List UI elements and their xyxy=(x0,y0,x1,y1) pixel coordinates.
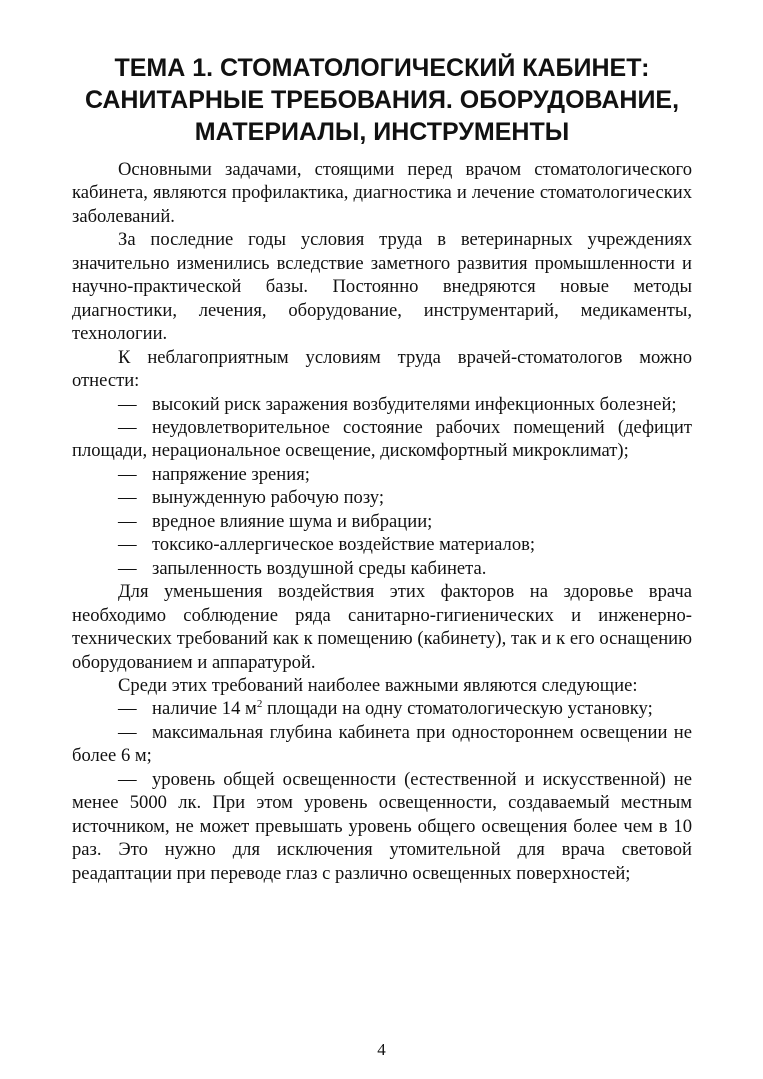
dash-bullet: — xyxy=(118,416,137,438)
list-item-text: площади на одну стоматологическую установку; xyxy=(262,698,653,720)
dash-bullet: — xyxy=(118,534,137,556)
paragraph-reduction: Для уменьшения воздействия этих факторов на здоровье врача необходимо соблюдение ряда санитарно-гигиенических и инженерно-технических требований как к помещению (кабинету), так и к его оснащению оборудованием и аппаратурой. xyxy=(72,581,692,673)
dash-bullet: — xyxy=(118,487,137,509)
paragraph-conditions: За последние годы условия труда в ветеринарных учреждениях значительно изменились вследствие заметного развития промышленности и научно-практической базы. Постоянно внедряются новые методы диагностики, лечения, оборудование, инструментарий, медикаменты, технологии. xyxy=(72,229,692,345)
title-line-3: МАТЕРИАЛЫ, ИНСТРУМЕНТЫ xyxy=(194,118,570,146)
title-line-1: ТЕМА 1. СТОМАТОЛОГИЧЕСКИЙ КАБИНЕТ: xyxy=(114,54,650,82)
dash-bullet: — xyxy=(118,768,137,790)
list-item xyxy=(72,510,692,533)
dash-bullet: — xyxy=(118,557,137,579)
dash-bullet: — xyxy=(118,698,137,720)
list-item xyxy=(72,557,692,580)
list-item-text: высокий риск заражения возбудителями инфекционных болезней; xyxy=(152,393,677,415)
page-number: 4 xyxy=(377,1040,386,1059)
document-page xyxy=(72,52,692,885)
list-item-text: максимальная глубина кабинета при одностороннем освещении не более 6 м; xyxy=(72,721,692,767)
list-item-text: неудовлетворительное состояние рабочих помещений (дефицит площади, нерациональное освещение, дискомфортный микроклимат); xyxy=(72,416,692,462)
list-item xyxy=(72,486,692,509)
list-item xyxy=(72,768,692,885)
list-item-text: вынужденную рабочую позу; xyxy=(152,487,385,509)
title-line-2: САНИТАРНЫЕ ТРЕБОВАНИЯ. ОБОРУДОВАНИЕ, xyxy=(84,86,680,114)
list-item xyxy=(72,721,692,768)
list-item-text: наличие 14 м xyxy=(152,698,257,720)
body-text xyxy=(72,158,692,885)
superscript: 2 xyxy=(256,698,263,711)
list-item xyxy=(72,463,692,486)
list-item-text: запыленность воздушной среды кабинета. xyxy=(152,557,487,579)
paragraph-unfavorable: К неблагоприятным условиям труда врачей-стоматологов можно отнести: xyxy=(72,346,692,392)
list-item-text: напряжение зрения; xyxy=(152,463,310,485)
list-item xyxy=(72,416,692,463)
list-item-text: уровень общей освещенности (естественной и искусственной) не менее 5000 лк. При этом уровень освещенности, создаваемый местным источником, не может превышать уровень общего освещения более чем в 10 раз. Это нужно для исключения утомительной для врача световой реадаптации при переводе глаз с различно освещенных поверхностей; xyxy=(72,768,692,884)
paragraph-intro: Основными задачами, стоящими перед врачом стоматологического кабинета, являются профилактика, диагностика и лечение стоматологических заболеваний. xyxy=(72,159,692,227)
chapter-title xyxy=(72,52,692,148)
list-item-text: токсико-аллергическое воздействие материалов; xyxy=(152,534,536,556)
dash-bullet: — xyxy=(118,721,137,743)
dash-bullet: — xyxy=(118,463,137,485)
list-item xyxy=(72,697,692,720)
list-item xyxy=(72,533,692,556)
list-item-text: вредное влияние шума и вибрации; xyxy=(152,510,433,532)
list-item xyxy=(72,393,692,416)
dash-bullet: — xyxy=(118,510,137,532)
dash-bullet: — xyxy=(118,393,137,415)
paragraph-requirements: Среди этих требований наиболее важными являются следующие: xyxy=(118,674,638,696)
